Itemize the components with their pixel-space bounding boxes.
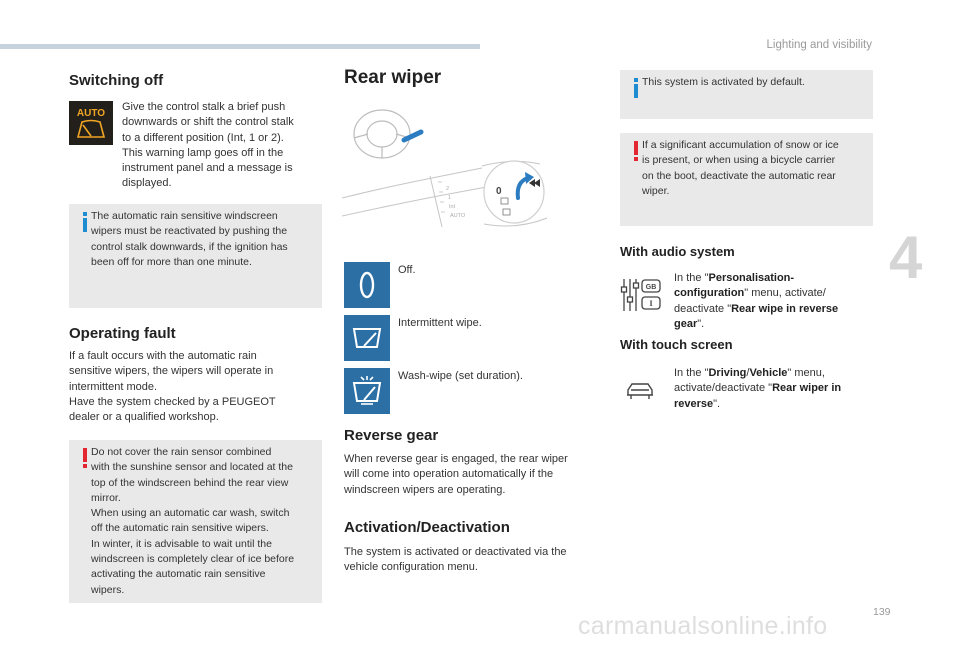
watermark: carmanualsonline.info	[578, 612, 828, 640]
auto-lamp-label: AUTO	[76, 108, 106, 119]
info-note-reactivation	[69, 204, 322, 308]
vehicle-icon	[625, 380, 655, 402]
audio-system-text: In the "Personalisation- configuration" menu, activate/ deactivate "Rear wipe in reverse gear".	[674, 272, 839, 330]
mode-intermittent-label: Intermittent wipe.	[398, 317, 482, 329]
activation-deactivation-title: Activation/Deactivation	[344, 519, 510, 536]
warning-note-snow-text: If a significant accumulation of snow or ice is present, or when using a bicycle carrier on the boot, deactivate the automatic rear wiper.	[642, 139, 839, 197]
stalk-label-0: 0	[496, 186, 502, 197]
stalk-label-2: 2	[446, 186, 450, 192]
header-rule	[0, 44, 480, 49]
operating-fault-text: If a fault occurs with the automatic rain sensitive wipers, the wipers will operate in intermittent mode. Have the system checked by a PEUGEOT dealer or a qualified workshop.	[69, 350, 276, 424]
audio-icon-i: I	[649, 299, 653, 308]
switching-off-text: Give the control stalk a brief push downwards or shift the control stalk to a different position (Int, 1 or 2). This warning lamp goes off in the instrument panel and a message is displayed.	[122, 101, 294, 190]
wiper-intermittent-icon	[344, 315, 390, 361]
mode-off-label: Off.	[398, 264, 416, 276]
touch-screen-title: With touch screen	[620, 337, 733, 352]
chapter-number: 4	[889, 224, 923, 291]
mode-wash-wipe-label: Wash-wipe (set duration).	[398, 370, 523, 382]
info-note-default-text: This system is activated by default.	[642, 76, 805, 88]
wiper-stalk-illustration	[342, 106, 600, 238]
stalk-label-1: 1	[448, 195, 452, 201]
auto-wiper-lamp-graphic	[69, 101, 113, 145]
auto-wiper-lamp-icon	[69, 101, 113, 145]
warning-icon	[79, 448, 91, 468]
info-note-default	[620, 70, 873, 119]
activation-deactivation-text: The system is activated or deactivated via the vehicle configuration menu.	[344, 546, 567, 574]
touch-screen-text: In the "Driving/Vehicle" menu, activate/deactivate "Rear wiper in reverse".	[674, 367, 842, 410]
audio-icon-gb: GB	[645, 284, 657, 291]
audio-system-title: With audio system	[620, 244, 735, 259]
reverse-gear-text: When reverse gear is engaged, the rear wiper will come into operation automatically if the windscreen wipers are operating.	[344, 453, 568, 496]
stalk-label-auto: AUTO	[450, 213, 466, 219]
info-icon	[79, 212, 91, 232]
switching-off-title: Switching off	[69, 72, 164, 89]
stalk-label-int: Int	[449, 204, 456, 210]
warning-note-text: Do not cover the rain sensor combined with the sunshine sensor and located at the top of the windscreen behind the rear view mirror. When using an automatic car wash, switch off the automatic rain sensitive wipers. In winter, it is advisable to wait until the windscreen is completely clear of ice before activating the automatic rain sensitive wipers.	[91, 446, 295, 596]
reverse-gear-title: Reverse gear	[344, 427, 439, 444]
operating-fault-title: Operating fault	[69, 325, 176, 342]
wiper-off-icon	[344, 262, 390, 308]
section-header: Lighting and visibility	[766, 39, 872, 51]
warning-note-rain-sensor	[69, 440, 322, 603]
page-number: 139	[873, 606, 891, 618]
wash-wipe-icon	[344, 368, 390, 414]
warning-icon	[630, 141, 642, 161]
info-note-text: The automatic rain sensitive windscreen wipers must be reactivated by pushing the control stalk downwards, if the ignition has been off for more than one minute.	[91, 210, 288, 268]
info-icon	[630, 78, 642, 98]
rear-wiper-title: Rear wiper	[344, 67, 442, 88]
audio-system-settings-icon	[620, 277, 664, 313]
warning-note-snow	[620, 133, 873, 226]
